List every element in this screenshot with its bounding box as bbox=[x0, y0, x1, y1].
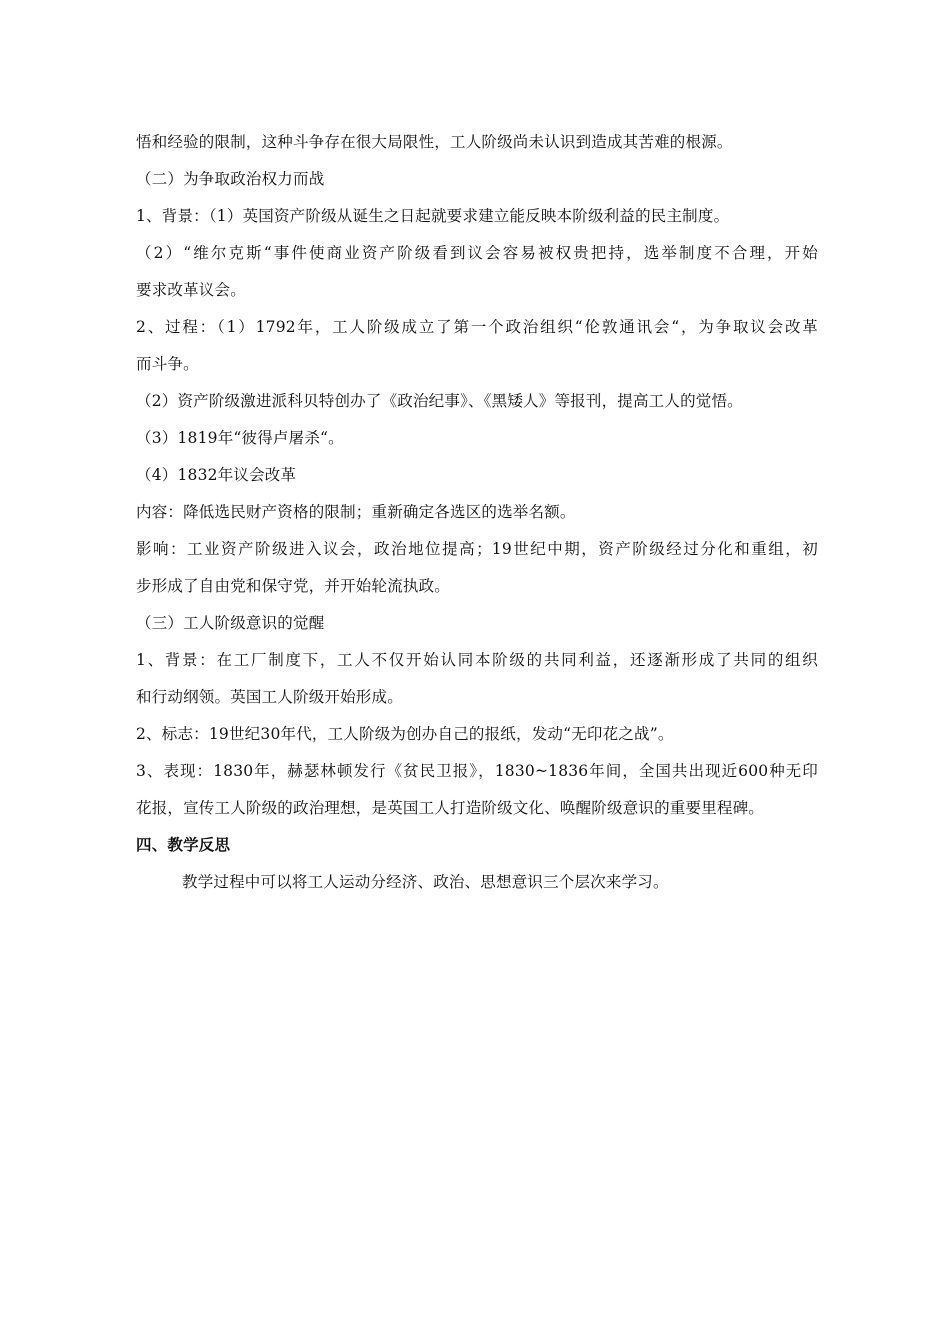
paragraph-line: 要求改革议会。 bbox=[136, 281, 246, 299]
paragraph-line: 悟和经验的限制，这种斗争存在很大局限性，工人阶级尚未认识到造成其苦难的根源。 bbox=[136, 133, 733, 151]
paragraph-line: 1、背景：（1）英国资产阶级从诞生之日起就要求建立能反映本阶级利益的民主制度。 bbox=[136, 207, 730, 225]
paragraph-line: 而斗争。 bbox=[136, 355, 199, 373]
paragraph-line: （2）“维尔克斯“事件使商业资产阶级看到议会容易被权贵把持，选举制度不合理，开始 bbox=[136, 244, 818, 262]
paragraph-line: 1、背景：在工厂制度下，工人不仅开始认同本阶级的共同利益，还逐渐形成了共同的组织 bbox=[136, 651, 818, 669]
paragraph-line: 3、表现：1830年，赫瑟林顿发行《贫民卫报》，1830~1836年间，全国共出现近600种无印 bbox=[136, 762, 818, 780]
paragraph-line: 和行动纲领。英国工人阶级开始形成。 bbox=[136, 688, 403, 706]
paragraph-line: 2、标志：19世纪30年代，工人阶级为创办自己的报纸，发动“无印花之战”。 bbox=[136, 725, 674, 743]
subsection-heading: （二）为争取政治权力而战 bbox=[136, 170, 325, 188]
subsection-heading: （三）工人阶级意识的觉醒 bbox=[136, 614, 325, 632]
paragraph-line: 影响：工业资产阶级进入议会，政治地位提高；19世纪中期，资产阶级经过分化和重组，初 bbox=[136, 540, 818, 558]
paragraph-line: 花报，宣传工人阶级的政治理想，是英国工人打造阶级文化、唤醒阶级意识的重要里程碑。 bbox=[136, 799, 765, 817]
document-body bbox=[136, 124, 818, 901]
paragraph-line: （3）1819年“彼得卢屠杀“。 bbox=[136, 429, 344, 447]
paragraph-line: 步形成了自由党和保守党，并开始轮流执政。 bbox=[136, 577, 451, 595]
paragraph-line: （4）1832年议会改革 bbox=[136, 466, 297, 484]
reflection-paragraph: 教学过程中可以将工人运动分经济、政治、思想意识三个层次来学习。 bbox=[182, 873, 669, 891]
section-heading: 四、教学反思 bbox=[136, 836, 231, 854]
paragraph-line: 2、过程：（1）1792年，工人阶级成立了第一个政治组织“伦敦通讯会“，为争取议会改革 bbox=[136, 318, 818, 336]
paragraph-line: 内容：降低选民财产资格的限制；重新确定各选区的选举名额。 bbox=[136, 503, 576, 521]
paragraph-line: （2）资产阶级激进派科贝特创办了《政治纪事》、《黑矮人》等报刊，提高工人的觉悟。 bbox=[136, 392, 743, 410]
